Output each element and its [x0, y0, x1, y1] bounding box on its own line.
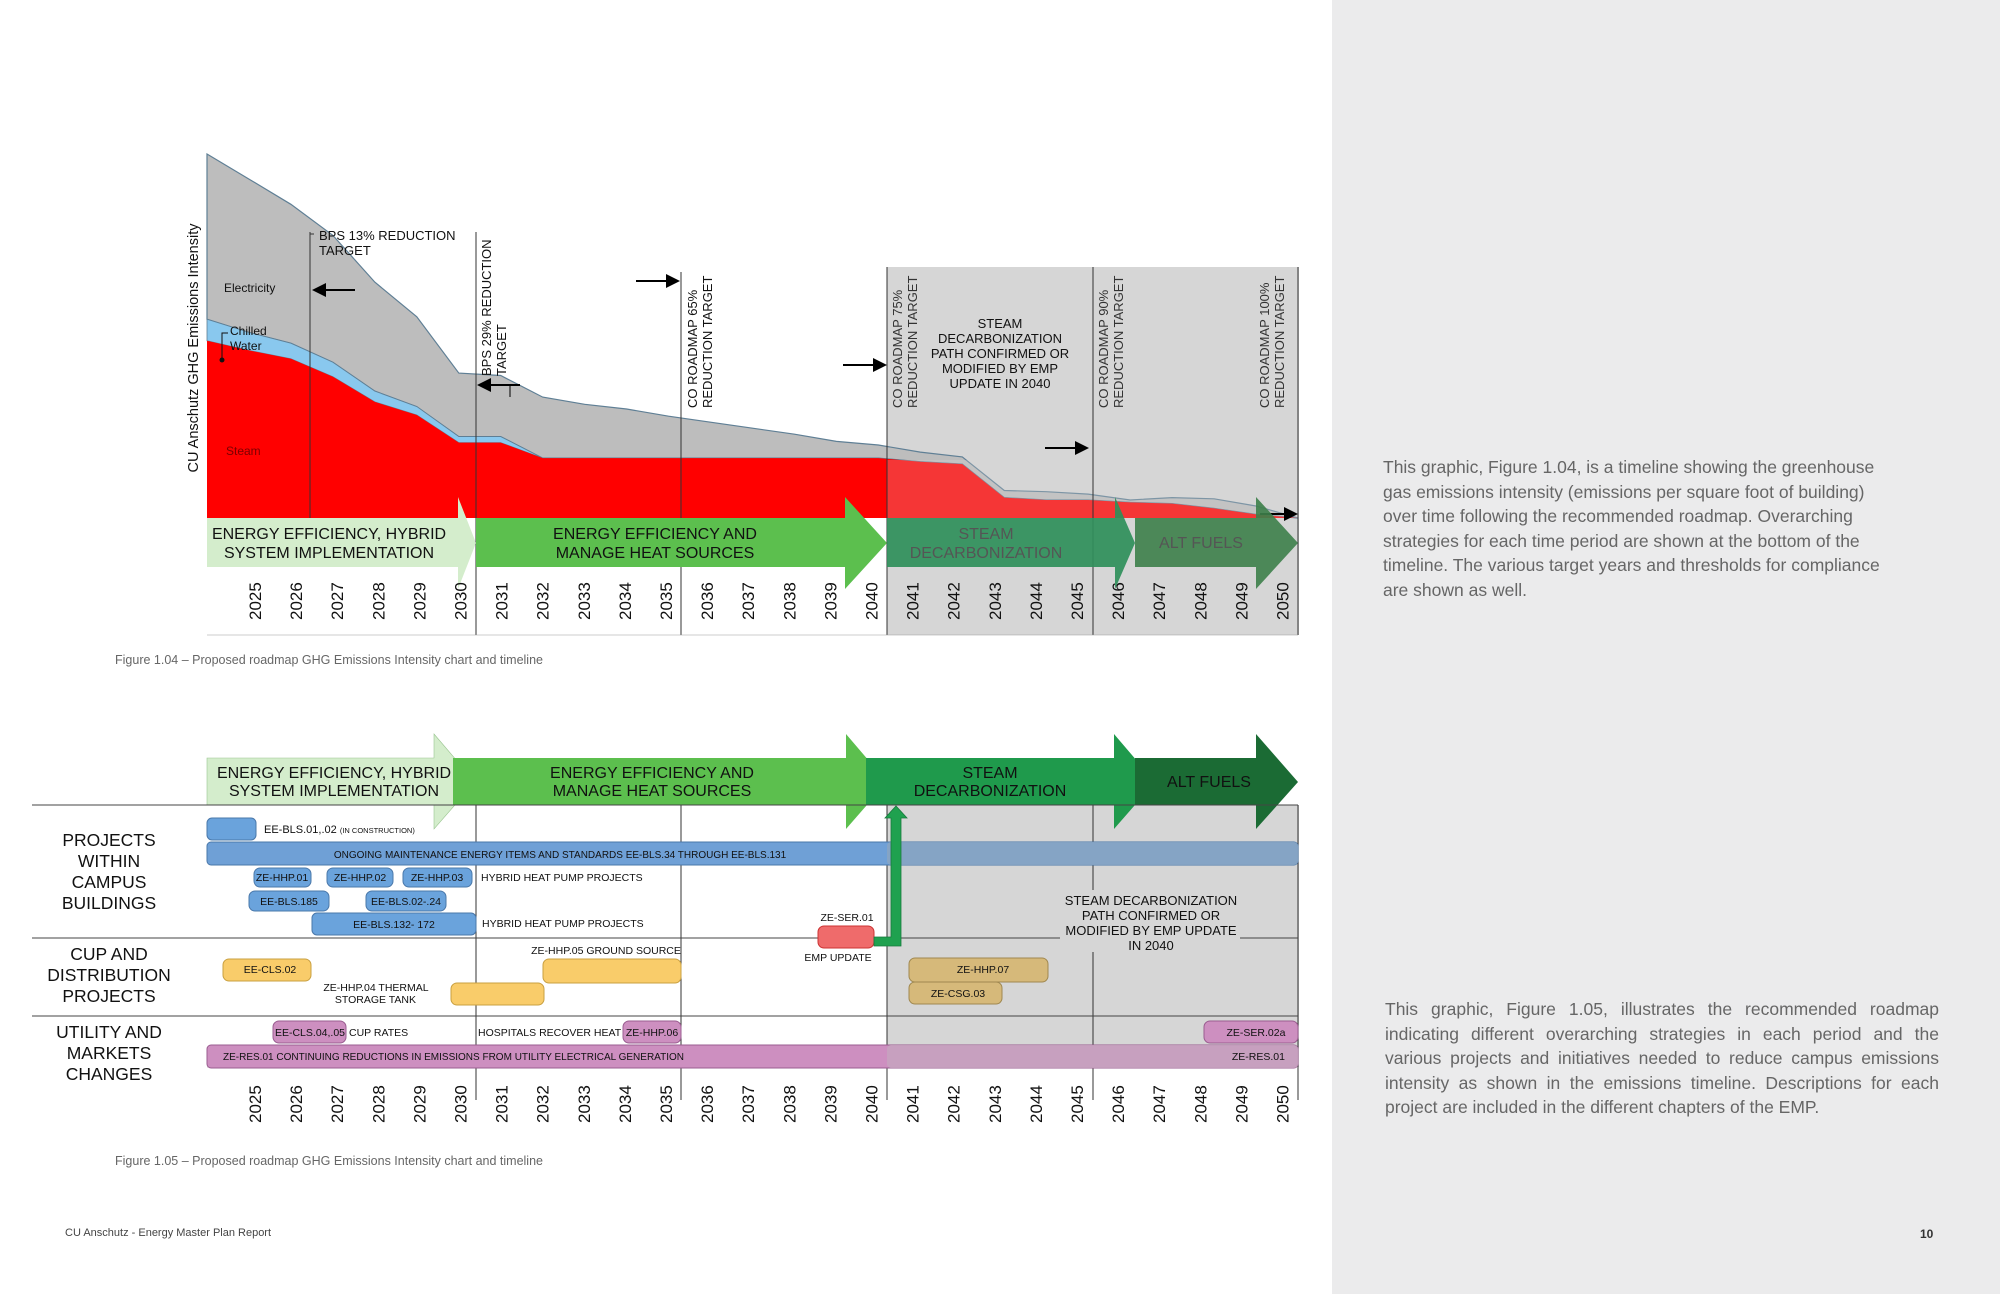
row1-header-line: WITHIN	[77, 851, 141, 871]
csg03-label: ZE-CSG.03	[930, 988, 986, 1000]
year-tick-label: 2029	[410, 582, 430, 620]
year-tick-label: 2037	[739, 582, 759, 620]
year-tick-label: 2046	[1109, 1085, 1129, 1123]
co75-label-1: CO ROADMAP 75%	[890, 289, 905, 408]
steam-note-line: UPDATE IN 2040	[949, 376, 1051, 391]
chilled-water-marker	[220, 358, 225, 363]
co75-label-2: REDUCTION TARGET	[905, 275, 920, 408]
bps13-label-1: BPS 13% REDUCTION	[319, 228, 456, 243]
figure-2-roadmap-timeline	[32, 734, 1299, 1123]
phase4-line1: ALT FUELS	[1167, 774, 1251, 791]
hhp04-label-2: STORAGE TANK	[334, 994, 416, 1006]
emp-update-label: EMP UPDATE	[804, 952, 872, 964]
steam-note-line: PATH CONFIRMED OR	[930, 346, 1070, 361]
row2-header-line: PROJECTS	[62, 986, 156, 1006]
figure-2-caption: Figure 1.05 – Proposed roadmap GHG Emissions Intensity chart and timeline	[115, 1154, 543, 1168]
figure-1-emissions-chart	[186, 154, 1299, 635]
phase2-line2: MANAGE HEAT SOURCES	[552, 783, 752, 800]
year-tick-label: 2044	[1026, 582, 1046, 620]
phase3-line1: STEAM	[962, 765, 1018, 782]
year-tick-label: 2041	[903, 1085, 923, 1123]
year-tick-label: 2042	[944, 582, 964, 620]
electricity-label: Electricity	[224, 281, 276, 295]
hhp04-bar	[451, 983, 544, 1005]
year-axis-fig2	[246, 1085, 1293, 1123]
phase3-line2: DECARBONIZATION	[909, 545, 1063, 562]
year-tick-label: 2035	[657, 582, 676, 620]
year-tick-label: 2033	[574, 582, 594, 620]
bps13-label-2: TARGET	[319, 243, 371, 258]
bps29-label-1: BPS 29% REDUCTION	[479, 239, 494, 376]
co100-label-2: REDUCTION TARGET	[1272, 275, 1287, 408]
year-tick-label: 2045	[1068, 1085, 1087, 1123]
year-tick-label: 2026	[287, 1085, 307, 1123]
year-tick-label: 2039	[821, 582, 841, 620]
year-tick-label: 2031	[492, 582, 512, 620]
ser02a-label: ZE-SER.02a	[1226, 1027, 1286, 1039]
row3-header-line: MARKETS	[66, 1043, 152, 1063]
footer-text: CU Anschutz - Energy Master Plan Report	[65, 1227, 272, 1239]
row2-header-line: CUP AND	[70, 944, 148, 964]
bls132-label: EE-BLS.132- 172	[353, 919, 435, 931]
bps29-label-2: TARGET	[494, 324, 509, 376]
cls02-label: EE-CLS.02	[243, 964, 297, 976]
year-tick-label: 2034	[615, 582, 635, 620]
cup-rates-label: CUP RATES	[349, 1027, 409, 1039]
ongoing-maintenance-bar-tail	[887, 842, 1298, 865]
phase1-line1: ENERGY EFFICIENCY, HYBRID	[211, 526, 447, 543]
steam-note-line: MODIFIED BY EMP UPDATE	[1065, 923, 1237, 938]
chilled-water-label-2: Water	[230, 339, 262, 353]
year-tick-label: 2031	[492, 1085, 512, 1123]
year-tick-label: 2047	[1150, 1085, 1170, 1123]
year-tick-label: 2040	[862, 1085, 882, 1123]
year-tick-label: 2042	[944, 1085, 964, 1123]
co100-label-1: CO ROADMAP 100%	[1257, 282, 1272, 408]
row3-header-line: CHANGES	[65, 1064, 153, 1084]
year-tick-label: 2046	[1109, 582, 1129, 620]
year-tick-label: 2030	[451, 1085, 471, 1123]
year-tick-label: 2036	[698, 1085, 718, 1123]
row1-header-line: CAMPUS	[71, 872, 147, 892]
figure-1-description: This graphic, Figure 1.04, is a timeline showing the greenhouse gas emissions intensity (emissions per square foot of building) over time following the recommended roadmap. Overarching strategies for each time period are shown at the bottom of the timeline. The various target years and thresholds for compliance are shown as well.	[1383, 457, 1880, 600]
year-tick-label: 2049	[1232, 1085, 1252, 1123]
year-tick-label: 2033	[574, 1085, 594, 1123]
year-tick-label: 2040	[862, 582, 882, 620]
hhp03-label: ZE-HHP.03	[410, 872, 464, 884]
year-tick-label: 2028	[369, 1085, 389, 1123]
hhp06-label: ZE-HHP.06	[625, 1027, 679, 1039]
row3-header-line: UTILITY AND	[56, 1022, 162, 1042]
cls04-label: EE-CLS.04,.05	[274, 1027, 346, 1039]
year-tick-label: 2038	[780, 582, 800, 620]
chilled-water-label-1: Chilled	[230, 324, 267, 338]
hhp01-label: ZE-HHP.01	[255, 872, 309, 884]
row1-header-line: PROJECTS	[62, 830, 156, 850]
year-tick-label: 2037	[739, 1085, 759, 1123]
ser01-label: ZE-SER.01	[820, 912, 874, 924]
hhp04-label-1: ZE-HHP.04 THERMAL	[323, 982, 429, 994]
year-tick-label: 2026	[287, 582, 307, 620]
year-tick-label: 2039	[821, 1085, 841, 1123]
phase3-line1: STEAM	[958, 526, 1014, 543]
co65-label-2: REDUCTION TARGET	[700, 275, 715, 408]
bls185-label: EE-BLS.185	[260, 896, 318, 908]
year-tick-label: 2038	[780, 1085, 800, 1123]
year-tick-label: 2028	[369, 582, 389, 620]
year-tick-label: 2032	[533, 582, 553, 620]
row-headers	[47, 830, 170, 1084]
hhp-note-2: HYBRID HEAT PUMP PROJECTS	[482, 918, 644, 930]
co90-label-2: REDUCTION TARGET	[1111, 275, 1126, 408]
co65-arrow-icon	[636, 274, 680, 288]
year-tick-label: 2043	[985, 582, 1005, 620]
steam-note-line: PATH CONFIRMED OR	[1081, 908, 1221, 923]
hospitals-label: HOSPITALS RECOVER HEAT	[478, 1027, 622, 1039]
year-tick-label: 2048	[1191, 582, 1211, 620]
figure-1-caption: Figure 1.04 – Proposed roadmap GHG Emissions Intensity chart and timeline	[115, 653, 543, 667]
year-tick-label: 2025	[246, 582, 265, 620]
hhp07-label: ZE-HHP.07	[956, 964, 1010, 976]
row2-header-line: DISTRIBUTION	[47, 965, 171, 985]
ser01-bar	[818, 926, 874, 948]
year-tick-label: 2030	[451, 582, 471, 620]
hhp05-label: ZE-HHP.05 GROUND SOURCE	[531, 945, 681, 957]
res01-end-label: ZE-RES.01	[1231, 1051, 1285, 1063]
year-tick-label: 2027	[328, 1085, 348, 1123]
steam-note-line: MODIFIED BY EMP	[941, 361, 1059, 376]
year-tick-label: 2029	[410, 1085, 430, 1123]
phase2-line2: MANAGE HEAT SOURCES	[555, 545, 755, 562]
hhp-note-1: HYBRID HEAT PUMP PROJECTS	[481, 872, 643, 884]
hhp02-label: ZE-HHP.02	[333, 872, 387, 884]
year-tick-label: 2047	[1150, 582, 1170, 620]
year-tick-label: 2034	[615, 1085, 635, 1123]
res01-label: ZE-RES.01 CONTINUING REDUCTIONS IN EMISSIONS FROM UTILITY ELECTRICAL GENERATION	[223, 1052, 684, 1063]
figure-2-description: This graphic, Figure 1.05, illustrates the recommended roadmap indicating different overarching strategies in each period and the various projects and initiatives needed to reduce campus emissions intensity as shown in the emissions timeline. Descriptions for each project are included in the different chapters of the EMP.	[1385, 999, 1939, 1118]
row1-header-line: BUILDINGS	[61, 893, 157, 913]
ee-bls01-label: EE-BLS.01,.02 (IN CONSTRUCTION)	[264, 824, 415, 836]
phase1-line1: ENERGY EFFICIENCY, HYBRID	[216, 765, 452, 782]
co90-label-1: CO ROADMAP 90%	[1096, 289, 1111, 408]
steam-note-line: STEAM	[977, 316, 1023, 331]
year-tick-label: 2025	[246, 1085, 265, 1123]
year-tick-label: 2050	[1273, 1085, 1293, 1123]
year-tick-label: 2049	[1232, 582, 1252, 620]
steam-label: Steam	[226, 444, 261, 458]
steam-note-line: STEAM DECARBONIZATION	[1064, 893, 1238, 908]
phase1-line2: SYSTEM IMPLEMENTATION	[228, 783, 440, 800]
page-number: 10	[1920, 1227, 1934, 1241]
year-tick-label: 2027	[328, 582, 348, 620]
steam-note-line: IN 2040	[1128, 938, 1174, 953]
year-tick-label: 2048	[1191, 1085, 1211, 1123]
phase1-line2: SYSTEM IMPLEMENTATION	[223, 545, 435, 562]
year-tick-label: 2041	[903, 582, 923, 620]
y-axis-label: CU Anschutz GHG Emissions Intensity	[186, 223, 202, 473]
year-tick-label: 2035	[657, 1085, 676, 1123]
year-tick-label: 2032	[533, 1085, 553, 1123]
phase2-line1: ENERGY EFFICIENCY AND	[550, 765, 754, 782]
phase2-line1: ENERGY EFFICIENCY AND	[553, 526, 757, 543]
steam-note-line: DECARBONIZATION	[938, 331, 1062, 346]
co75-arrow-icon	[843, 358, 887, 372]
year-tick-label: 2050	[1273, 582, 1293, 620]
phase4-line1: ALT FUELS	[1159, 535, 1243, 552]
phase3-line2: DECARBONIZATION	[913, 783, 1067, 800]
bls02-24-label: EE-BLS.02-.24	[370, 896, 442, 908]
year-tick-label: 2044	[1026, 1085, 1046, 1123]
ee-bls01-bar	[207, 818, 256, 840]
year-tick-label: 2045	[1068, 582, 1087, 620]
ongoing-maintenance-label: ONGOING MAINTENANCE ENERGY ITEMS AND STANDARDS EE-BLS.34 THROUGH EE-BLS.131	[333, 850, 787, 861]
year-tick-label: 2036	[698, 582, 718, 620]
hhp05-bar	[543, 959, 681, 983]
year-tick-label: 2043	[985, 1085, 1005, 1123]
co65-label-1: CO ROADMAP 65%	[685, 289, 700, 408]
